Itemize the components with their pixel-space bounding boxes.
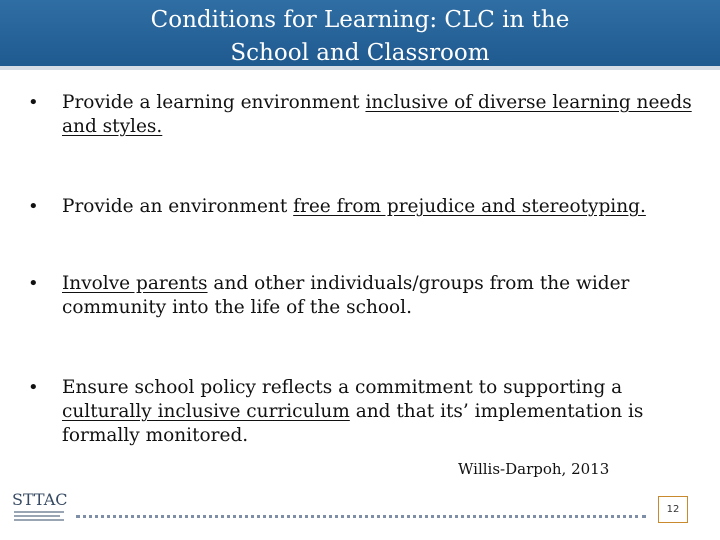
logo-wordmark: STTAC bbox=[12, 490, 68, 509]
logo-tagline-mark bbox=[14, 519, 64, 521]
bullet-item bbox=[28, 91, 702, 139]
bullet-marker: • bbox=[28, 196, 39, 217]
bullet-emphasis: inclusive of diverse learning needs and styles. bbox=[62, 92, 692, 137]
bullet-marker: • bbox=[28, 92, 39, 113]
slide-title-line-2: School and Classroom bbox=[230, 40, 490, 66]
bullet-marker: • bbox=[28, 273, 39, 294]
bullet-item bbox=[28, 376, 702, 448]
bullet-emphasis: free from prejudice and stereotyping. bbox=[293, 196, 646, 217]
bullet-item bbox=[28, 272, 702, 320]
sttac-logo bbox=[12, 490, 68, 530]
bullet-emphasis: Involve parents bbox=[62, 273, 208, 294]
logo-tagline-mark bbox=[14, 515, 60, 517]
title-divider bbox=[0, 66, 720, 70]
title-bar bbox=[0, 0, 720, 66]
bullet-text: and other individuals/groups from the wider community into the life of the school. bbox=[62, 273, 630, 318]
bullet-emphasis: culturally inclusive curriculum bbox=[62, 401, 350, 422]
bullet-item bbox=[28, 195, 702, 219]
logo-tagline-mark bbox=[14, 511, 64, 513]
page-number: 12 bbox=[658, 496, 688, 523]
bullet-text: Ensure school policy reflects a commitment to supporting a bbox=[62, 377, 623, 398]
bullet-marker: • bbox=[28, 377, 39, 398]
slide-title-line-1: Conditions for Learning: CLC in the bbox=[150, 7, 570, 33]
bullet-text: Provide an environment bbox=[62, 196, 294, 217]
bullet-text: Provide a learning environment bbox=[62, 92, 366, 113]
citation: Willis-Darpoh, 2013 bbox=[458, 460, 610, 478]
bullet-text: and that its’ implementation is formally monitored. bbox=[62, 401, 644, 446]
footer-dotted-divider bbox=[76, 515, 646, 518]
